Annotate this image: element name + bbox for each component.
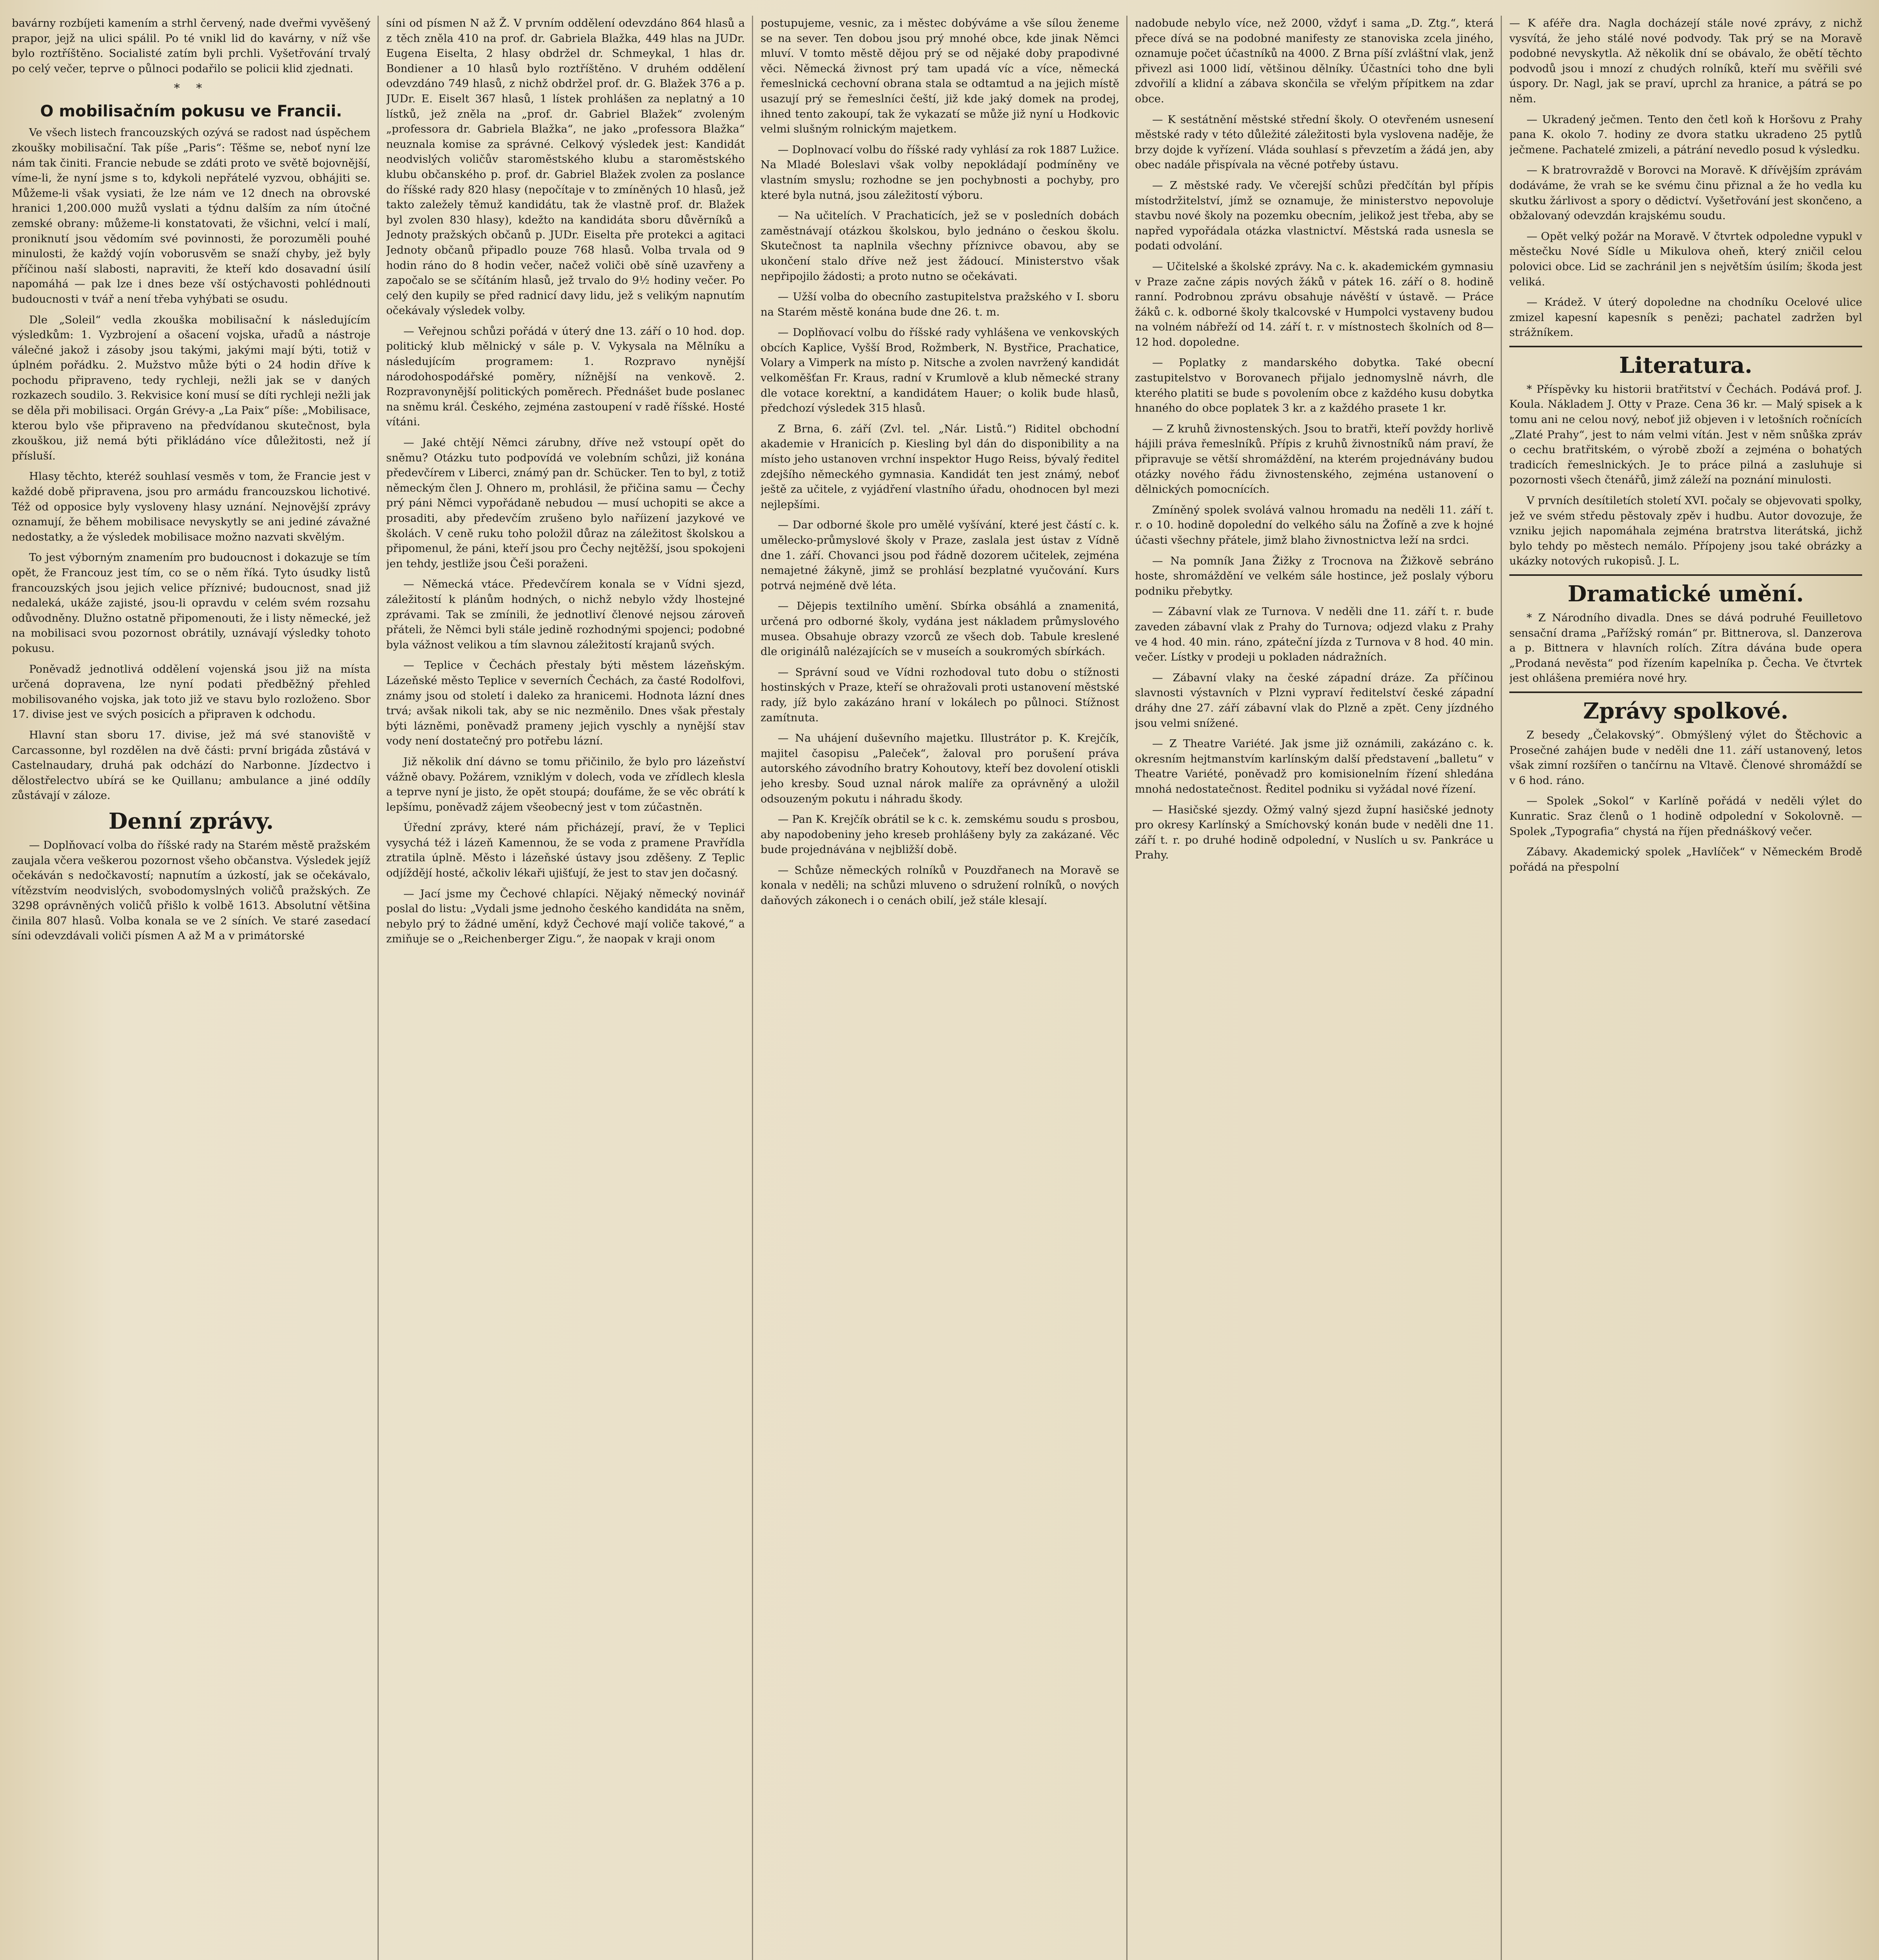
article-text: Poněvadž jednotlivá oddělení vojenská jsou již na místa určená dopravena, lze nyní podati předběžný přehled mobilisovaného vojska, jak toto již ve stavu bylo rozloženo. Sbor 17. divise jest ve svých posicích a připraven k odchodu.	[12, 662, 370, 721]
article-text: — Doplňovací volba do říšské rady na Starém městě pražském zaujala včera veškerou pozornost všeho občanstva. Výsledek jejíž očekáván s nedočkavostí; napnutím a úzkostí, jak se očekávalo, vítězstvím neodvislých, svobodomyslných voličů pražských. Ze 3298 oprávněných voličů přišlo k volbě 1613. Absolutní většina činila 807 hlasů. Volba konala se ve 2 síních. Ve staré zasedací síni odevzdávali voliči písmen A až M a v primátorské	[12, 838, 370, 942]
article-text: — K bratrovraždě v Borovci na Moravě. K dřívějším zprávám dodáváme, že vrah se ke svému činu přiznal a že ho vedla ku skutku žárlivost a spory o dědictví. Vyšetřování jest skončeno, a obžalovaný odevzdán krajskému soudu.	[1509, 164, 1862, 222]
article-text: — Opět velký požár na Moravě. V čtvrtek odpoledne vypukl v městečku Nové Sídle u Mikulova oheň, který zničil celou polovici obce. Lid se zachránil jen s největším úsilím; škoda jest veliká.	[1509, 230, 1862, 288]
column-1	[12, 16, 370, 1960]
article-text: — Zábavní vlak ze Turnova. V neděli dne 11. září t. r. bude zaveden zábavní vlak z Prahy do Turnova; odjezd vlaku z Prahy ve 4 hod. 40 min. ráno, zpáteční jízda z Turnova v 8 hod. 40 min. večer. Lístky v prodeji u pokladen nádražních.	[1135, 605, 1494, 664]
article-text: Z besedy „Čelakovský“. Obmýšlený výlet do Štěchovic a Prosečné zahájen bude v neděli dne 11. září ustanovený, letos však zimní rozšířen o tančírnu na Vltavě. Členové shromáždí se v 6 hod. ráno.	[1509, 728, 1862, 787]
article-text: — Spolek „Sokol“ v Karlíně pořádá v neděli výlet do Kunratic. Sraz členů o 1 hodině odpolední v Sokolovně. — Spolek „Typografia“ chystá na říjen přednáškový večer.	[1509, 795, 1862, 838]
article-text: — Užší volba do obecního zastupitelstva pražského v I. sboru na Starém městě konána bude dne 26. t. m.	[761, 290, 1119, 318]
article-text: — Správní soud ve Vídni rozhodoval tuto dobu o stížnosti hostinských v Praze, kteří se ohražovali proti ustanovení městské rady, jíž bylo zakázáno hraní v lokálech po půlnoci. Stížnost zamítnuta.	[761, 666, 1119, 724]
article-heading: O mobilisačním pokusu ve Francii.	[40, 102, 342, 121]
article-text: — K aféře dra. Nagla docházejí stále nové zprávy, z nichž vysvítá, že jeho stálé nové podvody. Tak prý se na Moravě podobné nevyskytla. Až několik dní se obávalo, že obětí těchto podvodů jsou i mnozí z chudých rolníků, kteří mu svěřili své úspory. Dr. Nagl, jak se praví, uprchl za hranice, a pátrá se po něm.	[1509, 17, 1862, 105]
article-text: — Učitelské a školské zprávy. Na c. k. akademickém gymnasiu v Praze začne zápis nových žáků v pátek 16. září o 8. hodině ranní. Podrobnou zprávu obsahuje návěští v ústavě. — Práce žáků c. k. odborné školy tkalcovské v Humpolci vystaveny budou na volném nábřeží od 14. září t. r. v místnostech školních od 8—12 hod. dopoledne.	[1135, 260, 1494, 348]
section-rule	[1509, 574, 1862, 576]
article-text: — Teplice v Čechách přestaly býti městem lázeňským. Lázeňské město Teplice v severních Čechách, za časté Rodolfovi, známy jsou od století i daleko za hranicemi. Hodnota lázní dnes trvá; avšak nikoli tak, aby se nic nezměnilo. Dnes však přestaly býti lázněmi, poněvadž prameny jejich vyschly a nynější stav vody není dostatečný pro potřebu lázní.	[386, 659, 745, 748]
section-heading-club-news: Zprávy spolkové.	[1583, 698, 1788, 724]
article-text: — Veřejnou schůzi pořádá v úterý dne 13. září o 10 hod. dop. politický klub mělnický v sále p. V. Vykysala na Mělníku a následujícím programem: 1. Rozpravo nynější národohospodářské poměry, nížnější na venkově. 2. Rozpravonynější politických poměrech. Přednášet bude poslanec na sněmu král. Českého, zejména zastoupení v radě říšské. Hosté vítáni.	[386, 325, 745, 428]
article-text: — Na pomník Jana Žižky z Trocnova na Žižkově sebráno hoste, shromáždění ve velkém sále hostince, jež poslaly výboru podniku přebytky.	[1135, 554, 1494, 597]
article-text: Hlavní stan sboru 17. divise, jež má své stanoviště v Carcassonne, byl rozdělen na dvě části: první brigáda zůstává v Castelnaudary, druhá pak odchází do Narbonne. Jízdectvo i dělostřelectvo ubírá se ke Quillanu; ambulance a jiné oddíly zůstávají v záloze.	[12, 728, 370, 802]
article-text: nadobude nebylo více, než 2000, vždyť i sama „D. Ztg.“, která přece dívá se na podobné manifesty ze stanoviska zcela jiného, oznamuje počet účastníků na 4000. Z Brna píší zvláštní vlak, jenž přivezl asi 1000 lidí, většinou dělníky. Účastníci toho dne byli zdvořilí a klidní a zábava skončila se vřelým přípitkem na zdar obce.	[1135, 17, 1494, 105]
article-text: — Dar odborné škole pro umělé vyšívání, které jest částí c. k. umělecko-průmyslové školy v Praze, zaslala jest ústav z Vídně dne 1. září. Chovanci jsou pod řádně dozorem učitelek, zejména nemajetné žákyně, jimž se prohlásí bezplatné vyučování. Kurs potrvá nejméně dvě léta.	[761, 519, 1119, 592]
section-rule	[1509, 691, 1862, 693]
article-text: * Z Národního divadla. Dnes se dává podruhé Feuilletovo sensační drama „Pařížský román“ pr. Bittnerova, sl. Danzerova a p. Bittnera v hlavních rolích. Zítra dávána bude opera „Prodaná nevěsta“ pod řízením kapelníka p. Čecha. Ve čtvrtek jest ohlášena premiéra nové hry.	[1509, 612, 1862, 685]
article-text: Dle „Soleil“ vedla zkouška mobilisační k následujícím výsledkům: 1. Vyzbrojení a ošacení vojska, uřadů a nástroje válečné jakož i zásoby jsou takými, jakými mají býti, totiž v úplném pořádku. 2. Mužstvo může býti o 24 hodin dříve k pochodu připraveno, tedy rychleji, nežli jak se v daných rozkazech soudilo. 3. Rekvisice koní musí se díti rychleji nežli jak se děla při mobilisaci. Orgán Grévy-a „La Paix“ píše: „Mobilisace, kterou bylo vše připraveno na předvídanou skutečnost, byla zkouškou, již nemá býti přikládáno více důležitosti, než jí přísluší.	[12, 313, 370, 462]
article-text: — Hasičské sjezdy. Ožmý valný sjezd župní hasičské jednoty pro okresy Karlínský a Smíchovský konán bude v neděli dne 11. září t. r. po druhé hodině odpolední, v Nuslích u sv. Pankráce u Prahy.	[1135, 803, 1494, 862]
article-text: — Z Theatre Variété. Jak jsme již oznámili, zakázáno c. k. okresním hejtmanstvím karlínským další představení „balletu“ v Theatre Variété, poněvadž pro komisionelním řízení shledána mnohá nedostatečnost. Ředitel podniku si vyžádal nové řízení.	[1135, 737, 1494, 795]
column-3	[761, 16, 1119, 1960]
article-text: — Na učitelích. V Prachaticích, jež se v posledních dobách zaměstnávají otázkou školskou, bylo jednáno o českou školu. Skutečnost ta naplnila všechny příznivce obavou, aby se ukončení stalo dříve než jest žádoucí. Ministerstvo však nepřipojilo žádosti; a proto nutno se očekávati.	[761, 209, 1119, 283]
article-text: — Zábavní vlaky na české západní dráze. Za příčinou slavnosti výstavních v Plzni vypraví ředitelství české západní dráhy dne 27. září zábavní vlak do Plzně a zpět. Ceny jízdného jsou velmi snížené.	[1135, 671, 1494, 730]
article-text: Úřední zprávy, které nám přicházejí, praví, že v Teplici vysychá též i lázeň Kamennou, že se voda z pramene Pravřídla ztratila úplně. Město i lázeňské ústavy jsou zděšeny. Z Teplic odjíždějí hosté, ačkoliv lékaři ujišťují, že jest to stav jen dočasný.	[386, 821, 745, 880]
article-text: — Pan K. Krejčík obrátil se k c. k. zemskému soudu s prosbou, aby napodobeniny jeho kreseb prohlášeny byly za zakázané. Věc bude projednávána v nejbližší době.	[761, 813, 1119, 856]
article-text: — Jací jsme my Čechové chlapíci. Nějaký německý novinář poslal do listu: „Vydali jsme jednoho českého kandidáta na sněm, nebylo prý to žádné umění, když Čechové mají voliče takové,“ a zmiňuje se o „Reichenberger Zigu.“, že naopak v kraji onom	[386, 887, 745, 946]
article-text: Hlasy těchto, kteréž souhlasí vesměs v tom, že Francie jest v každé době připravena, jsou pro armádu francouzskou lichotivé. Též od opposice byly vysloveny hlasy uznání. Nejnovější zprávy oznamují, že během mobilisace nevyskytly se ani jediné závažné nedostatky, a že výsledek mobilisace možno nazvati skvělým.	[12, 470, 370, 543]
article-text: — Schůze německých rolníků v Pouzdřanech na Moravě se konala v neděli; na schůzi mluveno o sdružení rolníků, o nových daňových zákonech i o cenách obilí, jež stále klesají.	[761, 864, 1119, 907]
article-text: Již několik dní dávno se tomu přičinilo, že bylo pro lázeňství vážně obavy. Požárem, vzniklým v dolech, voda ve zřídlech klesla a teprve nyní je jisto, že opět stoupá; doufáme, že se věc obrátí k lepšímu, poněvadž zájem všeobecný jest v tom zúčastněn.	[386, 755, 745, 813]
article-text: — Dějepis textilního umění. Sbírka obsáhlá a znamenitá, určená pro odborné školy, vydána jest nákladem průmyslového musea. Obsahuje obrazy vzorců ze všech dob. Tabule kreslené dle originálů nalézajících se v museích a soukromých sbírkách.	[761, 600, 1119, 658]
article-text: — Krádež. V úterý dopoledne na chodníku Ocelové ulice zmizel kapesní kapesník s penězi; pachatel zadržen byl strážníkem.	[1509, 296, 1862, 339]
article-text: — Z kruhů živnostenských. Jsou to bratři, kteří povždy horlivě hájili práva řemeslníků. Přípis z kruhů živnostníků nám praví, že připravuje se větší shromáždění, na kterém projednávány budou otázky nového řádu živnostenského, zejména ustanovení o dělnických pomocnících.	[1135, 422, 1494, 496]
article-text: — Německá vtáce. Předevčírem konala se v Vídni sjezd, záležitostí k plánům hodných, o nichž nebylo vždy lhostejné zprávami. Tak se zmínili, že jednotliví členové nejsou zároveň přáteli, že Němci byli stále jedině rozhodnými spojenci; podobné byla vážnost velikou a tím slavnou záležitostí krajanů svých.	[386, 578, 745, 651]
column-4	[1135, 16, 1494, 1960]
article-text: V prvních desítiletích století XVI. počaly se objevovati spolky, jež ve svém středu pěstovaly zpěv i hudbu. Autor dovozuje, že vzniku jejich napomáhala zejména bratrstva literátská, jichž bylo tehdy po městech nemálo. Přípojeny jsou také obrázky a ukázky notových rukopisů. J. L.	[1509, 494, 1862, 568]
article-text: — Jaké chtějí Němci zárubny, dříve než vstoupí opět do sněmu? Otázku tuto podpovídá ve volebním schůzi, již konána předevčírem v Liberci, známý pan dr. Schücker. Ten to byl, z totiž německým člen J. Ohnero m, prohlásil, že přičina samu — Čechy prý páni Němci vypořádaně nebudou — musí uchopiti se akce a prosaditi, aby předevčím zrušeno bylo naříizení jazykové ve školách. V ceně ruku toho položil důraz na záležitost školskou a připomenul, že páni, kteří jsou pro Čechy nejtěžší, jsou spokojeni jen tehdy, jestliže jsou Češi poraženi.	[386, 436, 745, 570]
article-text: * Příspěvky ku historii bratřitství v Čechách. Podává prof. J. Koula. Nákladem J. Otty v Praze. Cena 36 kr. — Malý spisek a k tomu ani ne celou nový, neboť již objeven i v letošních ročnících „Zlaté Prahy“, jest to nám velmi vítán. Jest v něm snůška zpráv o cechu bratřitském, o výrobě zboží a zejména o bohatých tradicích řemeslnických. Je to práce pilná a zasluhuje si pozornosti všech čtenářů, jimž záleží na poznání minulosti.	[1509, 383, 1862, 486]
article-text: — K sestátnění městské střední školy. O otevřeném usnesení městské rady v této důležité záležitosti byla vyslovena naděje, že brzy dojde k vyřízení. Vláda souhlasí s převzetím a žádá jen, aby obec nadále přispívala na věcné potřeby ústavu.	[1135, 113, 1494, 171]
article-text: Ve všech listech francouzských ozývá se radost nad úspěchem zkoušky mobilisační. Tak píše „Paris“: Těšme se, neboť nyní lze nám tak činiti. Francie nebude se zdáti proto ve světě bojovnější, víme-li, že nyní jsme s to, kdykoli nepřátelé vyzvou, obhájiti se. Můžeme-li však vysiati, že lze nám ve 12 dnech na obrovské hranici 1,200.000 mužů vyslati a týdnu dalším za ním útočné zemské obrany: můžeme-li konstatovati, že všichni, velcí i malí, proniknutí jsou vědomím své povinnosti, že porozuměli pouhé minulosti, že každý vojín voborusvěm se snaží chyby, jež byly příčinou naší slabosti, napraviti, že kteří kdo dosavadní úsilí napomáhá — pak lze i dnes beze vší ostýchavosti pohlédnouti budoucnosti v tvář a není třeba vyhýbati se osudu.	[12, 126, 370, 305]
article-text: — Ukradený ječmen. Tento den četl koň k Horšovu z Prahy pana K. okolo 7. hodiny ze dvora statku ukradeno 25 pytlů ječmene. Pachatelé zmizeli, a pátrání nevedlo posud k výsledku.	[1509, 113, 1862, 156]
section-rule	[1509, 346, 1862, 347]
column-2	[386, 16, 745, 1960]
article-text: — Na uhájení duševního majetku. Illustrátor p. K. Krejčík, majitel časopisu „Paleček“, žaloval pro porušení práva autorského závodního bratry Kohoutovy, kteří bez dovolení otiskli jeho kresby. Soud uznal nárok malíře za oprávněný a uložil odsouzeným pokutu i náhradu škody.	[761, 732, 1119, 805]
article-text: — Doplnovací volbu do říšské rady vyhlásí za rok 1887 Lužice. Na Mladé Boleslavi však volby nepokládají podmíněny ve vlastním smyslu; rozhodne se jen pochybnosti a pochyby, pro které byla nutná, jsou záležitostí výboru.	[761, 143, 1119, 201]
column-5	[1509, 16, 1862, 1960]
section-heading-daily-news: Denní zprávy.	[108, 808, 274, 834]
article-text: síni od písmen N až Ž. V prvním oddělení odevzdáno 864 hlasů a z těch zněla 410 na prof. dr. Gabriela Blažka, 449 hlas na JUDr. Eugena Eiselta, 2 hlasy obdržel dr. Schmeykal, 1 hlas dr. Bondiener a 10 hlasů bylo roztříštěno. V druhém oddělení odevzdáno 749 hlasů, z nichž obdržel prof. dr. G. Blažek 376 a p. JUDr. E. Eiselt 367 hlasů, 1 lístek prohlášen za neplatný a 10 lístků, jež zněla na „prof. dr. Gabriel Blažek“ zvoleným „professora dr. Gabriela Blažka“, ne jako „professora Blažka“ neuznala komise za správné. Celkový výsledek jest: Kandidát neodvislých voličův staroměstského klubu a staroměstského klubu občanského p. prof. dr. Gabriel Blažek zvolen za poslance do říšské rady 820 hlasy (nepočítaje v to zmíněných 10 hlasů, jež takto zaležely těmuž kandidátu, tak že vlastně prof. dr. Blažek byl zvolen 830 hlasy), kdežto na kandidáta sboru důvěrníků a Jednoty pražských občanů p. JUDr. Eiselta pře protekci a agitaci Jednoty občanů připadlo pouze 768 hlasů. Volba trvala od 9 hodin ráno do 8 hodin večer, načež voliči obě síně uzavřeny a započalo se se sčítáním hlasů, jež trvalo do 9½ hodiny večer. Po celý den kupily se před radnicí davy lidu, jež s velikým napnutím očekávaly výsledek volby.	[386, 17, 745, 317]
section-separator: * *	[174, 82, 209, 96]
article-text: bavárny rozbíjeti kamením a strhl červený, nade dveřmi vyvěšený prapor, jejž na ulici spálil. Po té vnikl lid do kavárny, v níž vše bylo roztříštěno. Socialisté zatím byli prchli. Vyšetřování trvalý po celý večer, teprve o půlnoci podařilo se policii klid zjednati.	[12, 17, 370, 75]
article-text: — Z městské rady. Ve včerejší schůzi předčítán byl přípis místodržitelství, jímž se oznamuje, že ministerstvo nepovoluje stavbu nové školy na pozemku obecním, jelikož jest třeba, aby se napřed vypořádala otázka vlastnictví. Městská rada usnesla se podati odvolání.	[1135, 179, 1494, 252]
article-text: Z Brna, 6. září (Zvl. tel. „Nár. Listů.“) Riditel obchodní akademie v Hranicích p. Kiesling byl dán do disponibility a na místo jeho ustanoven vrchní inspektor Hugo Reiss, bývalý ředitel zdejšího německého gymnasia. Kandidát ten jest známý, neboť ještě za učitele, z vyjádření vlastního úřadu, ohodnocen byl mezi nejlepšími.	[761, 422, 1119, 511]
column-divider	[378, 16, 379, 1960]
article-text: Zmíněný spolek svolává valnou hromadu na neděli 11. září t. r. o 10. hodině dopolední do velkého sálu na Žofíně a zve k hojné účasti všechny přátele, jimž blaho živnostnictva leží na srdci.	[1135, 503, 1494, 546]
article-text: — Doplňovací volbu do říšské rady vyhlášena ve venkovských obcích Kaplice, Vyšší Brod, Rožmberk, N. Bystřice, Prachatice, Volary a Vimperk na místo p. Nitsche a zvolen navržený kandidát velkoměšťan Fr. Kraus, radní v Krumlově a klub německé strany dle votace korektní, a kandidátem Hauer; o kolik bude hlasů, předchozí výsledek 315 hlasů.	[761, 326, 1119, 415]
column-divider	[1126, 16, 1127, 1960]
column-divider	[1501, 16, 1502, 1960]
column-divider	[752, 16, 753, 1960]
article-text: Zábavy. Akademický spolek „Havlíček“ v Německém Brodě pořádá na přespolní	[1509, 846, 1862, 873]
section-heading-literature: Literatura.	[1619, 352, 1752, 378]
section-heading-drama: Dramatické umění.	[1567, 581, 1804, 607]
article-text: postupujeme, vesnic, za i městec dobýváme a vše sílou ženeme se na sever. Ten dobou jsou prý mnohé obce, kde jinak Němci mluví. V tomto městě dějou prý se od nějaké doby prapodivné věci. Německá živnost prý tam upadá víc a více, německá řemeslnická cechovní obrana stala se odtamtud a na jejich místě usazují prý se řemeslníci čeští, již kde jaký domek na prodej, ihned tento zakoupí, tak že vykazatí se může již nyní u Hodkovic velmi slušným rolnickým majetkem.	[761, 17, 1119, 136]
article-text: — Poplatky z mandarského dobytka. Také obecní zastupitelstvo v Borovanech přijalo jednomyslně návrh, dle kterého platiti se bude s povolením obce z každého kusu dobytka hnaného do obce poplatek 3 kr. a z každého prasete 1 kr.	[1135, 356, 1494, 415]
article-text: To jest výborným znamením pro budoucnost i dokazuje se tím opět, že Francouz jest tím, co se o něm říká. Tyto úsudky listů francouzských jsou jejich velice příznivé; budoucnost, snad již nedaleká, ukáže zajisté, jsou-li opravdu v celém svém rozsahu odůvodněny. Dlužno ostatně připomenouti, že i listy německé, jež na mobilisaci svou pozornost obrátily, uznávají výsledky tohoto pokusu.	[12, 551, 370, 655]
